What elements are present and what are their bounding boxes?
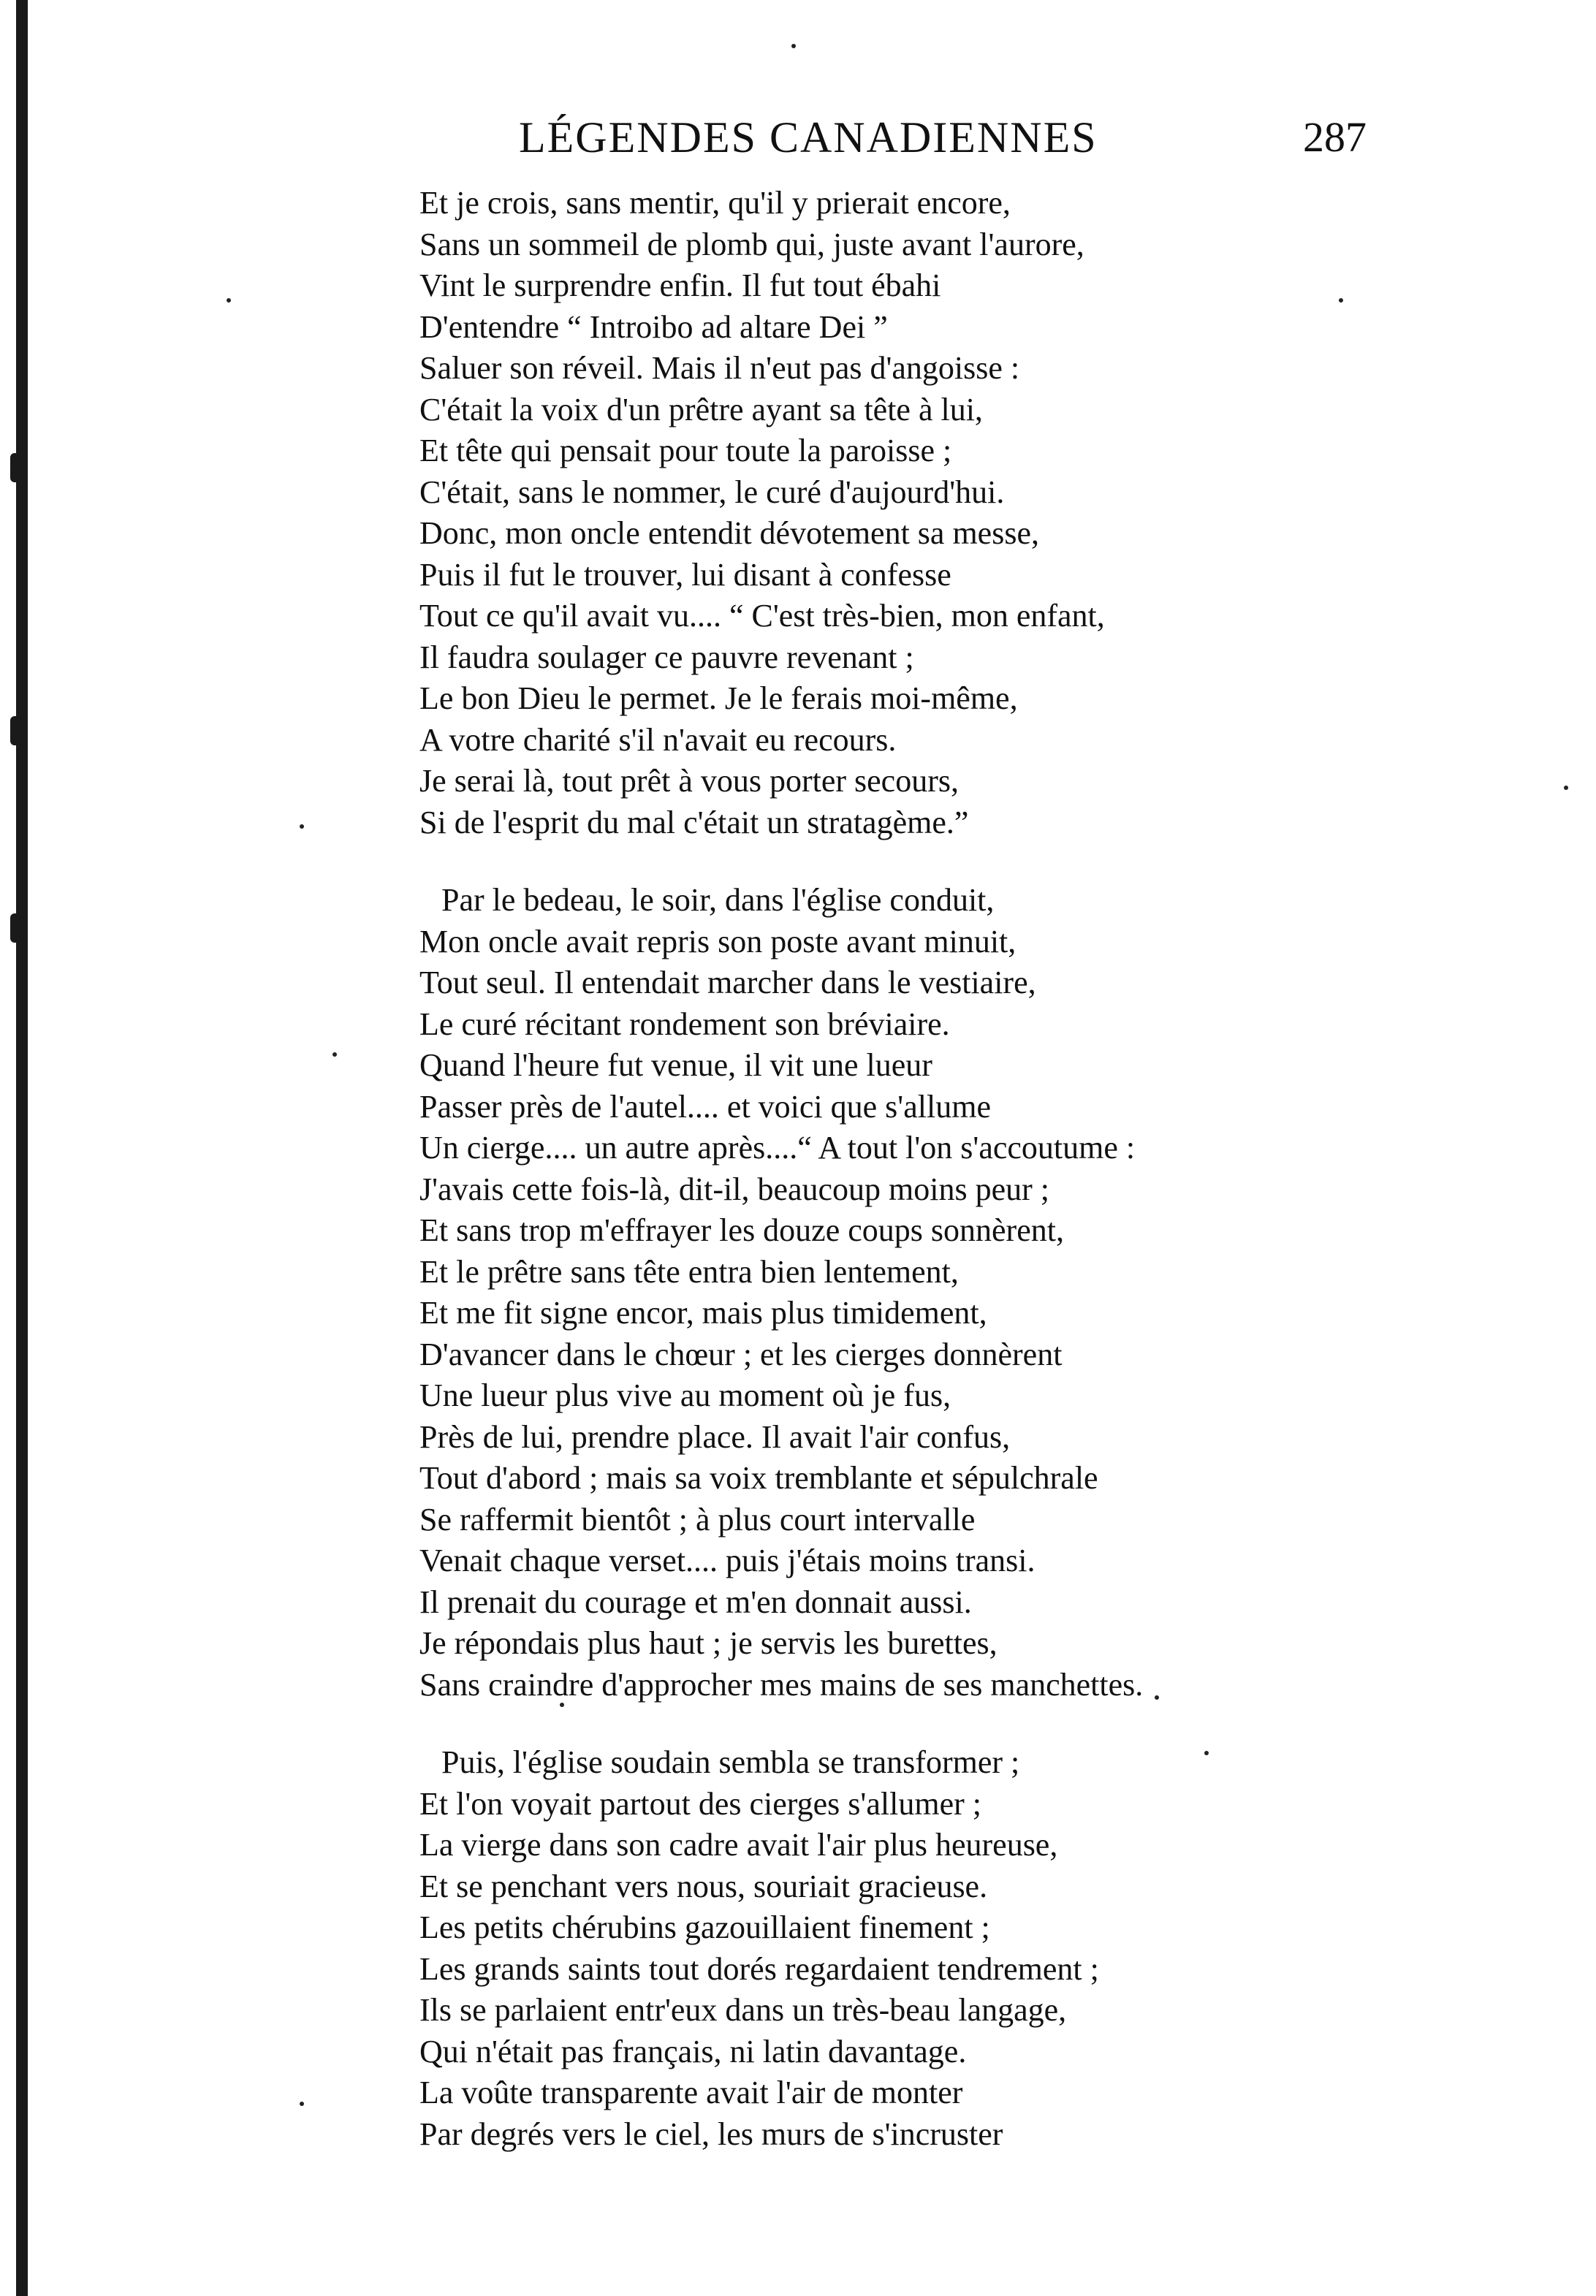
verse-line: Passer près de l'autel.... et voici que s'allume (419, 1088, 991, 1125)
print-speck (332, 1052, 337, 1057)
verse-line: Quand l'heure fut venue, il vit une lueur (419, 1047, 932, 1083)
verse-line: Par degrés vers le ciel, les murs de s'incruster (419, 2116, 1003, 2152)
stanza (419, 183, 1559, 843)
verse-line: Sans craindre d'approcher mes mains de ses manchettes. (419, 1666, 1144, 1703)
verse-line: Puis, l'église soudain sembla se transformer ; (441, 1744, 1020, 1780)
verse-line: Le curé récitant rondement son bréviaire. (419, 1006, 950, 1042)
verse-line: Je répondais plus haut ; je servis les burettes, (419, 1625, 997, 1661)
verse-line: Donc, mon oncle entendit dévotement sa messe, (419, 515, 1039, 551)
verse-line: D'entendre “ Introibo ad altare Dei ” (419, 308, 888, 345)
verse-line: Tout d'abord ; mais sa voix tremblante et sépulchrale (419, 1460, 1098, 1496)
binding-edge (16, 0, 28, 2296)
verse-line: Tout ce qu'il avait vu.... “ C'est très-bien, mon enfant, (419, 598, 1105, 634)
verse-line: C'était, sans le nommer, le curé d'aujourd'hui. (419, 474, 1005, 510)
verse-line: Il prenait du courage et m'en donnait aussi. (419, 1584, 972, 1620)
verse-line: Il faudra soulager ce pauvre revenant ; (419, 639, 914, 675)
verse-line: C'était la voix d'un prêtre ayant sa tête à lui, (419, 391, 983, 427)
verse-line: Par le bedeau, le soir, dans l'église conduit, (441, 882, 995, 918)
verse-line: Un cierge.... un autre après....“ A tout l'on s'accoutume : (419, 1130, 1136, 1166)
verse-line: Le bon Dieu le permet. Je le ferais moi-même, (419, 680, 1018, 716)
verse-line: Saluer son réveil. Mais il n'eut pas d'angoisse : (419, 350, 1020, 386)
running-title: LÉGENDES CANADIENNES (519, 113, 1098, 161)
verse-line: Les petits chérubins gazouillaient finement ; (419, 1909, 990, 1945)
verse-line: J'avais cette fois-là, dit-il, beaucoup moins peur ; (419, 1171, 1050, 1207)
page-header (417, 108, 1367, 167)
verse-line: Puis il fut le trouver, lui disant à confesse (419, 556, 951, 593)
binding-mark (10, 913, 20, 943)
stanza (419, 880, 1559, 1706)
print-speck (300, 824, 304, 829)
print-speck (1564, 786, 1568, 790)
verse-line: Tout seul. Il entendait marcher dans le vestiaire, (419, 965, 1036, 1000)
print-speck (227, 298, 231, 303)
verse-line: Mon oncle avait repris son poste avant minuit, (419, 923, 1016, 959)
verse-line: Et sans trop m'effrayer les douze coups sonnèrent, (419, 1212, 1064, 1248)
poem-text (419, 183, 1559, 2155)
verse-line: Se raffermit bientôt ; à plus court intervalle (419, 1501, 976, 1537)
print-speck (791, 44, 796, 48)
page-number: 287 (1303, 113, 1367, 161)
verse-line: Les grands saints tout dorés regardaient tendrement ; (419, 1950, 1099, 1987)
verse-line: Et me fit signe encor, mais plus timidement, (419, 1295, 987, 1331)
binding-mark (10, 716, 20, 745)
binding-mark (10, 453, 20, 482)
verse-line: La vierge dans son cadre avait l'air plus heureuse, (419, 1827, 1058, 1863)
verse-line: La voûte transparente avait l'air de monter (419, 2075, 963, 2110)
verse-line: Je serai là, tout prêt à vous porter secours, (419, 763, 959, 799)
verse-line: Qui n'était pas français, ni latin davantage. (419, 2033, 967, 2069)
stanza (419, 1742, 1559, 2155)
verse-line: Vint le surprendre enfin. Il fut tout ébahi (419, 267, 941, 303)
verse-line: Et l'on voyait partout des cierges s'allumer ; (419, 1785, 981, 1822)
verse-line: Et le prêtre sans tête entra bien lentement, (419, 1253, 959, 1290)
verse-line: Près de lui, prendre place. Il avait l'air confus, (419, 1418, 1011, 1455)
verse-line: Venait chaque verset.... puis j'étais moins transi. (419, 1543, 1036, 1578)
print-speck (300, 2102, 304, 2106)
verse-line: Si de l'esprit du mal c'était un stratagème.” (419, 804, 969, 840)
verse-line: Et tête qui pensait pour toute la paroisse ; (419, 433, 952, 468)
verse-line: Une lueur plus vive au moment où je fus, (419, 1377, 951, 1413)
verse-line: A votre charité s'il n'avait eu recours. (419, 721, 897, 758)
verse-line: Sans un sommeil de plomb qui, juste avant l'aurore, (419, 226, 1084, 262)
verse-line: Et je crois, sans mentir, qu'il y prierait encore, (419, 185, 1011, 221)
verse-line: D'avancer dans le chœur ; et les cierges donnèrent (419, 1336, 1063, 1372)
verse-line: Ils se parlaient entr'eux dans un très-beau langage, (419, 1992, 1067, 2028)
verse-line: Et se penchant vers nous, souriait gracieuse. (419, 1868, 988, 1904)
